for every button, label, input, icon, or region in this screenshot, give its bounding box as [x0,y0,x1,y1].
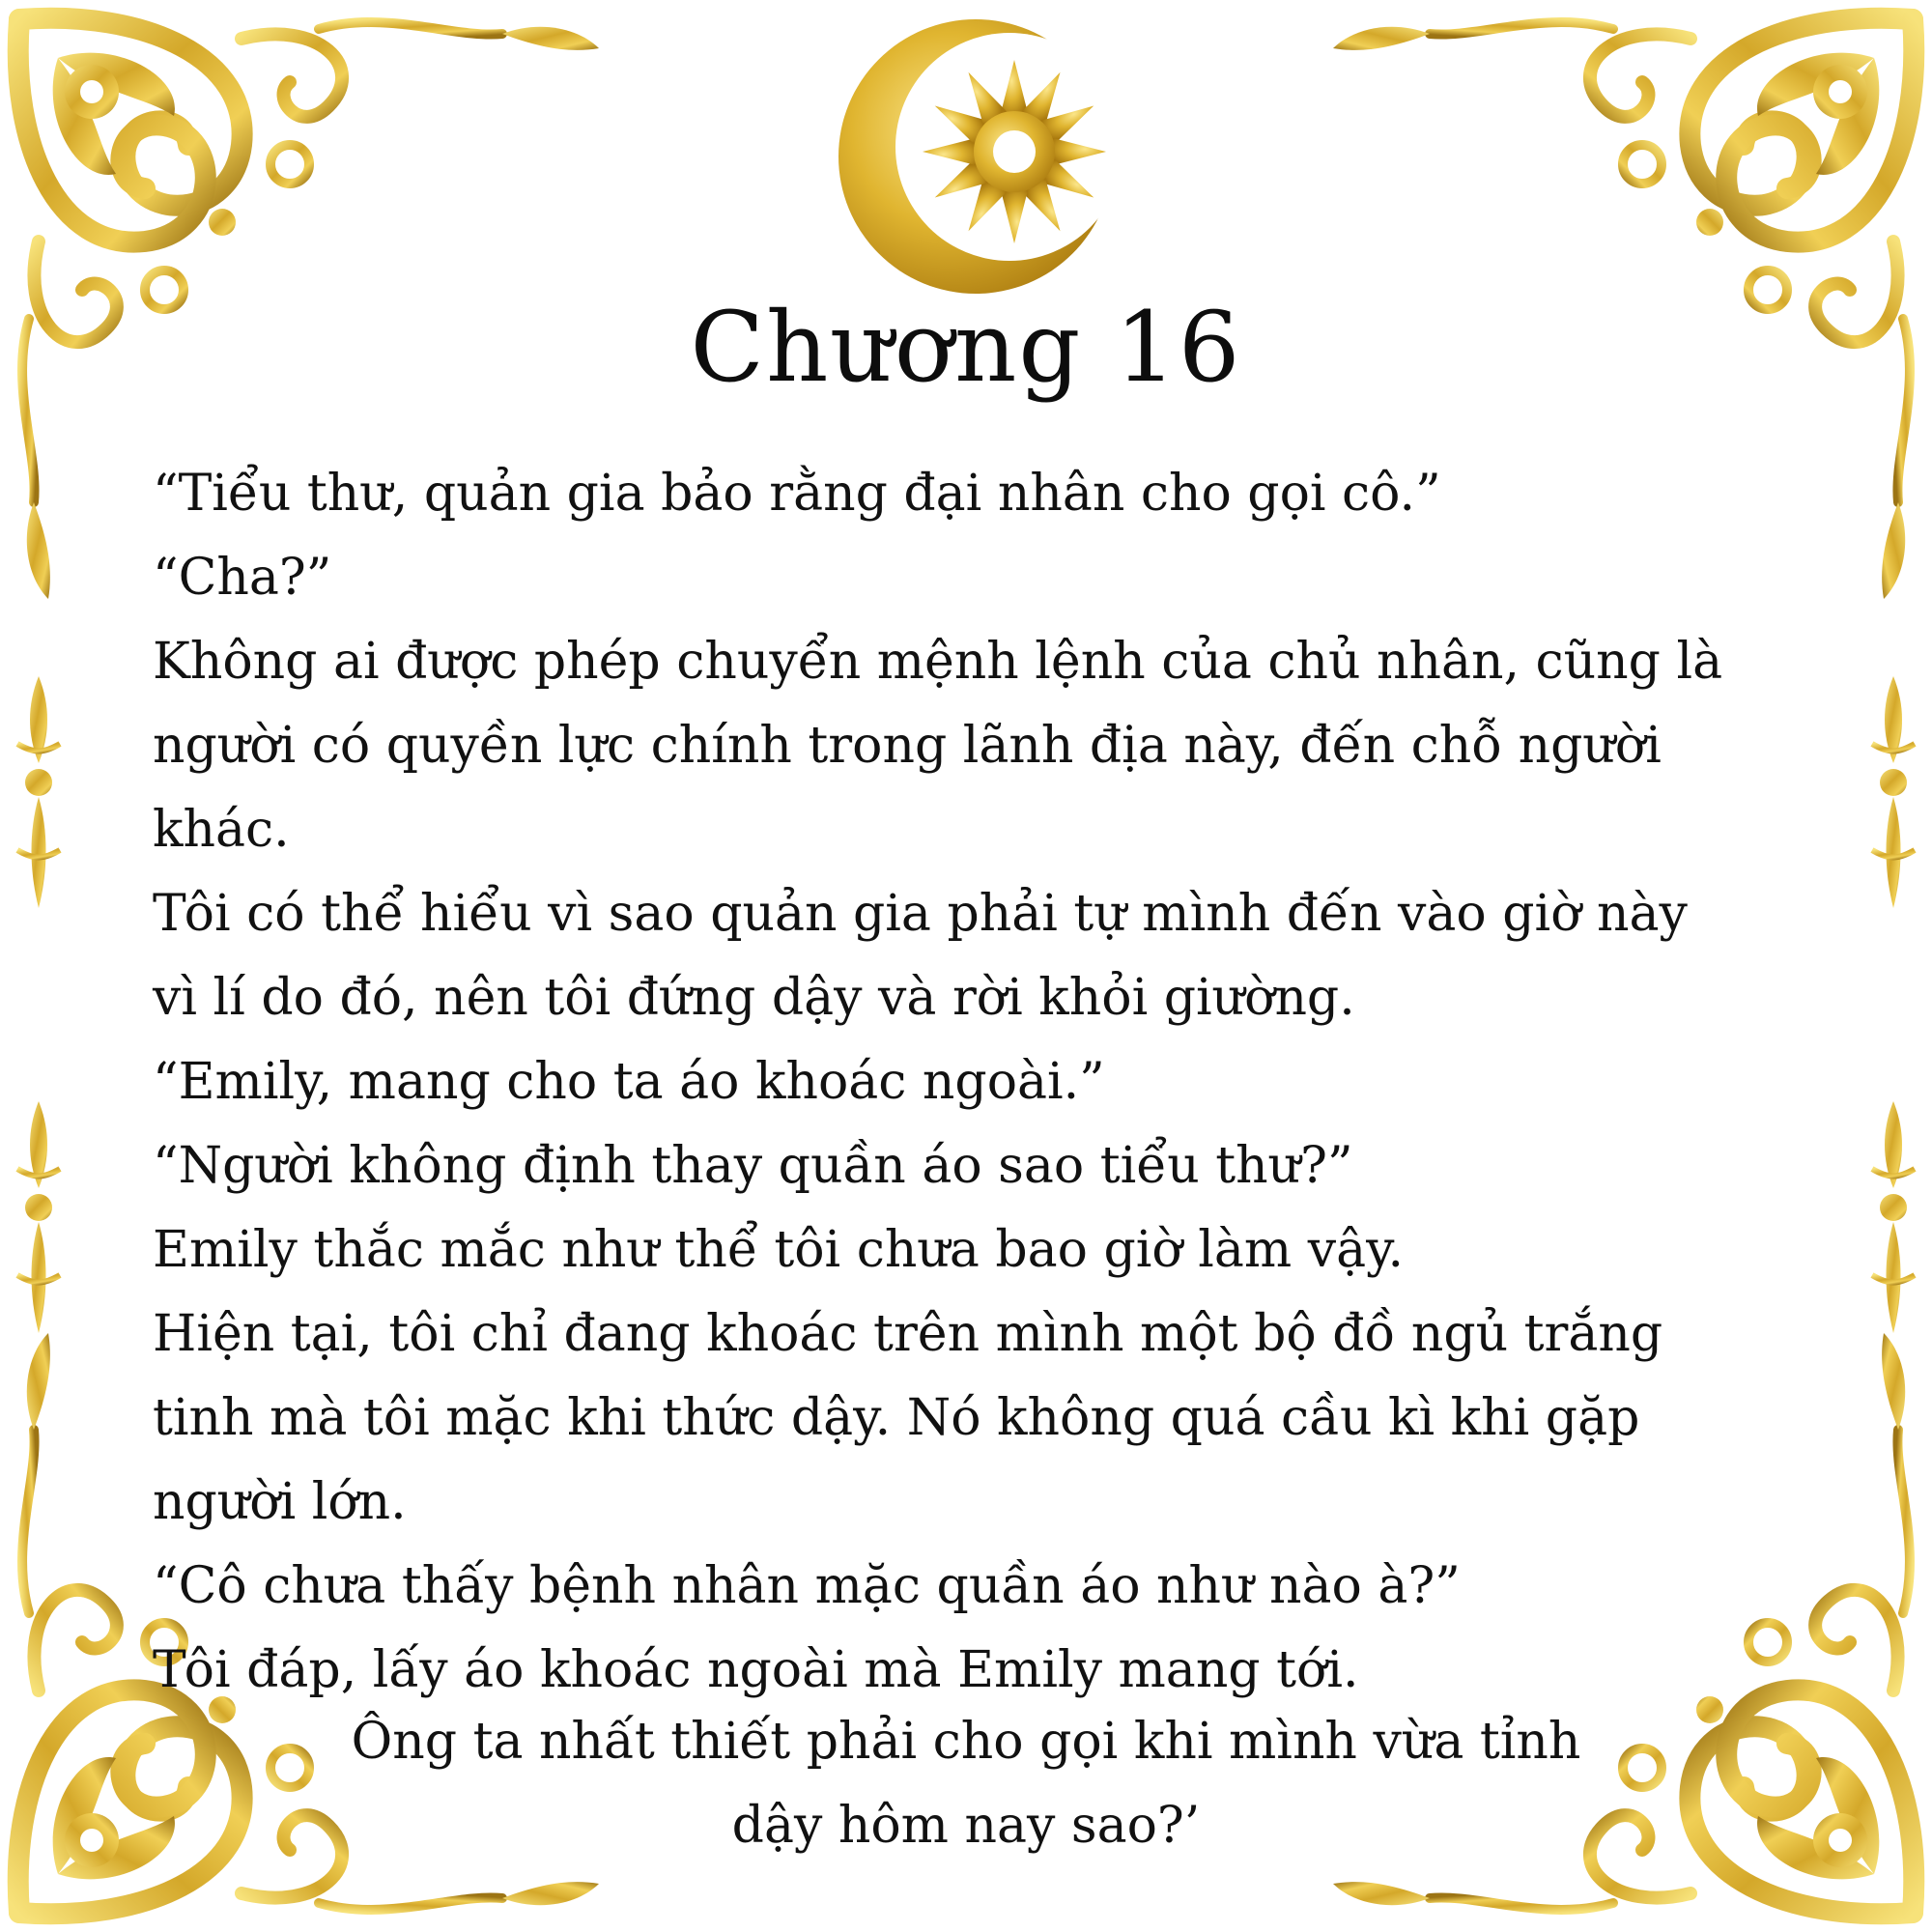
paragraph-line: người có quyền lực chính trong lãnh địa này, đến chỗ người [153,717,1662,775]
paragraph-line: khác. [153,801,290,859]
inner-thought [0,1700,1932,1868]
paragraph-line: Không ai được phép chuyển mệnh lệnh của chủ nhân, cũng là [153,633,1723,691]
paragraph-line: “Cô chưa thấy bệnh nhân mặc quần áo như nào à?” [153,1557,1461,1615]
paragraph-line: “Tiểu thư, quản gia bảo rằng đại nhân cho gọi cô.” [153,465,1441,523]
paragraph-line: Hiện tại, tôi chỉ đang khoác trên mình một bộ đồ ngủ trắng [153,1305,1663,1363]
chapter-title: Chương 16 [690,291,1242,404]
paragraph-line: “Người không định thay quần áo sao tiểu thư?” [153,1137,1353,1195]
paragraph-line: “Emily, mang cho ta áo khoác ngoài.” [153,1053,1105,1111]
crescent-moon-sun-emblem [831,12,1121,301]
paragraph-line: “Cha?” [153,549,332,607]
story-text [153,452,1891,1713]
paragraph-line: tinh mà tôi mặc khi thức dậy. Nó không quá cầu kì khi gặp [153,1389,1640,1447]
thought-line: dậy hôm nay sao?’ [731,1797,1201,1855]
paragraph-line: Tôi có thể hiểu vì sao quản gia phải tự mình đến vào giờ này [153,885,1688,943]
paragraph-line: Tôi đáp, lấy áo khoác ngoài mà Emily mang tới. [153,1641,1359,1699]
thought-line: Ông ta nhất thiết phải cho gọi khi mình vừa tỉnh [351,1713,1581,1771]
paragraph-line: vì lí do đó, nên tôi đứng dậy và rời khỏi giường. [153,969,1355,1027]
paragraph-line: người lớn. [153,1473,407,1531]
paragraph-line: Emily thắc mắc như thể tôi chưa bao giờ làm vậy. [153,1221,1405,1279]
